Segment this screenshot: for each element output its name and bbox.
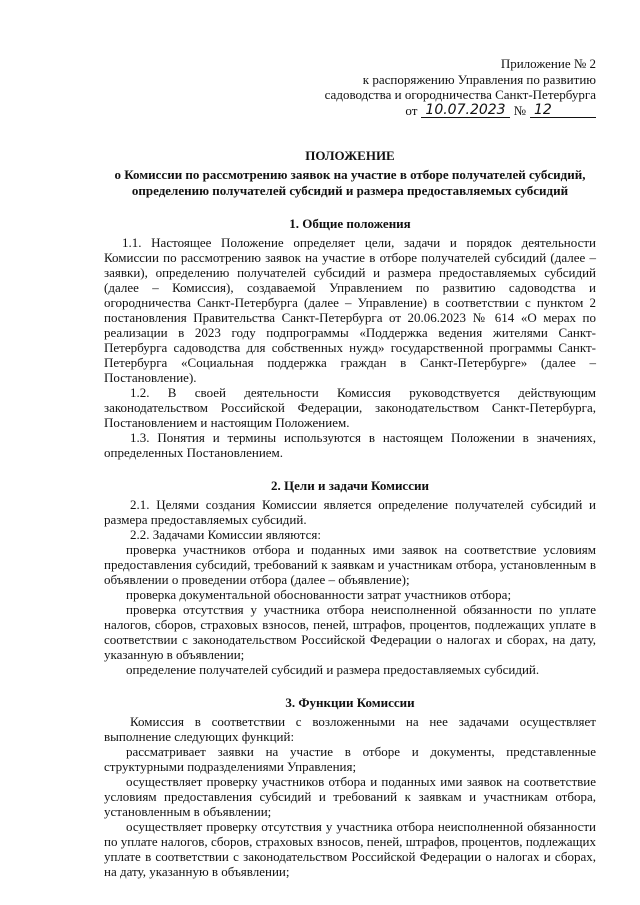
section-2-item: определение получателей субсидий и размера предоставляемых субсидий. — [126, 662, 540, 677]
section-1-paragraph-2: 1.2. В своей деятельности Комиссия руководствуется действующим законодательством Российской Федерации, законодательством Санкт-Петербурга, Постановлением и настоящим Положением. — [104, 385, 596, 430]
section-1-paragraph-3: 1.3. Понятия и термины используются в настоящем Положении в значениях, определенных Постановлением. — [104, 430, 596, 460]
handwritten-date: 10.07.2023 — [421, 103, 509, 118]
document-title: ПОЛОЖЕНИЕ — [305, 148, 395, 163]
date-prefix: от — [405, 102, 418, 118]
section-3-item: рассматривает заявки на участие в отборе и документы, представленные структурными подразделениями Управления; — [104, 744, 596, 774]
section-2-paragraph-1: 2.1. Целями создания Комиссии является определение получателей субсидий и размера предоставляемых субсидий. — [104, 497, 596, 527]
section-1-heading: 1. Общие положения — [289, 216, 411, 231]
appendix-date-line — [405, 103, 596, 119]
section-3-item: осуществляет проверку отсутствия у участника отбора неисполненной обязанности по уплате налогов, сборов, страховых взносов, пеней, штрафов, процентов, подлежащих уплате в соответствии с законодательством Российской Федерации о налогах и сборах, на дату, указанную в объявлении; — [104, 819, 596, 879]
section-2-paragraph-2: 2.2. Задачами Комиссии являются: — [130, 527, 321, 542]
appendix-line-1: Приложение № 2 — [500, 56, 596, 71]
appendix-block — [104, 56, 596, 118]
number-prefix: № — [513, 102, 526, 118]
section-3-intro: Комиссия в соответствии с возложенными на нее задачами осуществляет выполнение следующих функций: — [104, 714, 596, 744]
section-2-item: проверка документальной обоснованности затрат участников отбора; — [126, 587, 512, 602]
section-3-item: осуществляет проверку участников отбора и поданных ими заявок на соответствие условиям предоставления субсидий и требований к заявкам и участникам отбора, установленным в объявлении; — [104, 774, 596, 819]
section-2-item: проверка участников отбора и поданных ими заявок на соответствие условиям предоставления субсидий, требований к заявкам и участникам отбора, установленным в объявлении о проведении отбора (далее – объявление); — [104, 542, 596, 587]
section-3-heading: 3. Функции Комиссии — [285, 695, 415, 710]
handwritten-number: 12 — [530, 103, 596, 118]
document-subtitle: о Комиссии по рассмотрению заявок на участие в отборе получателей субсидий, определению получателей субсидий и размера предоставляемых субсидий — [114, 167, 586, 198]
section-2-heading: 2. Цели и задачи Комиссии — [271, 478, 429, 493]
section-1-paragraph-1: 1.1. Настоящее Положение определяет цели, задачи и порядок деятельности Комиссии по рассмотрению заявок на участие в отборе получателей субсидий (далее – заявки), определению получателей субсидий и размера предоставляемых субсидий (далее – Комиссия), создаваемой Управлением по развитию садоводства и огородничества Санкт-Петербурга (далее – Управление) в соответствии с пунктом 2 постановления Правительства Санкт-Петербурга от 20.06.2023 № 614 «О мерах по реализации в 2023 году подпрограммы «Поддержка ведения жителями Санкт-Петербурга садоводства для собственных нужд» государственной программы Санкт-Петербурга «Социальная поддержка граждан в Санкт-Петербурге» (далее – Постановление). — [104, 235, 596, 385]
appendix-line-3: садоводства и огородничества Санкт-Петербурга — [324, 87, 596, 102]
section-2-item: проверка отсутствия у участника отбора неисполненной обязанности по уплате налогов, сборов, страховых взносов, пеней, штрафов, процентов, подлежащих уплате в соответствии с законодательством Российской Федерации о налогах и сборах, на дату, указанную в объявлении; — [104, 602, 596, 662]
appendix-line-2: к распоряжению Управления по развитию — [362, 71, 596, 87]
